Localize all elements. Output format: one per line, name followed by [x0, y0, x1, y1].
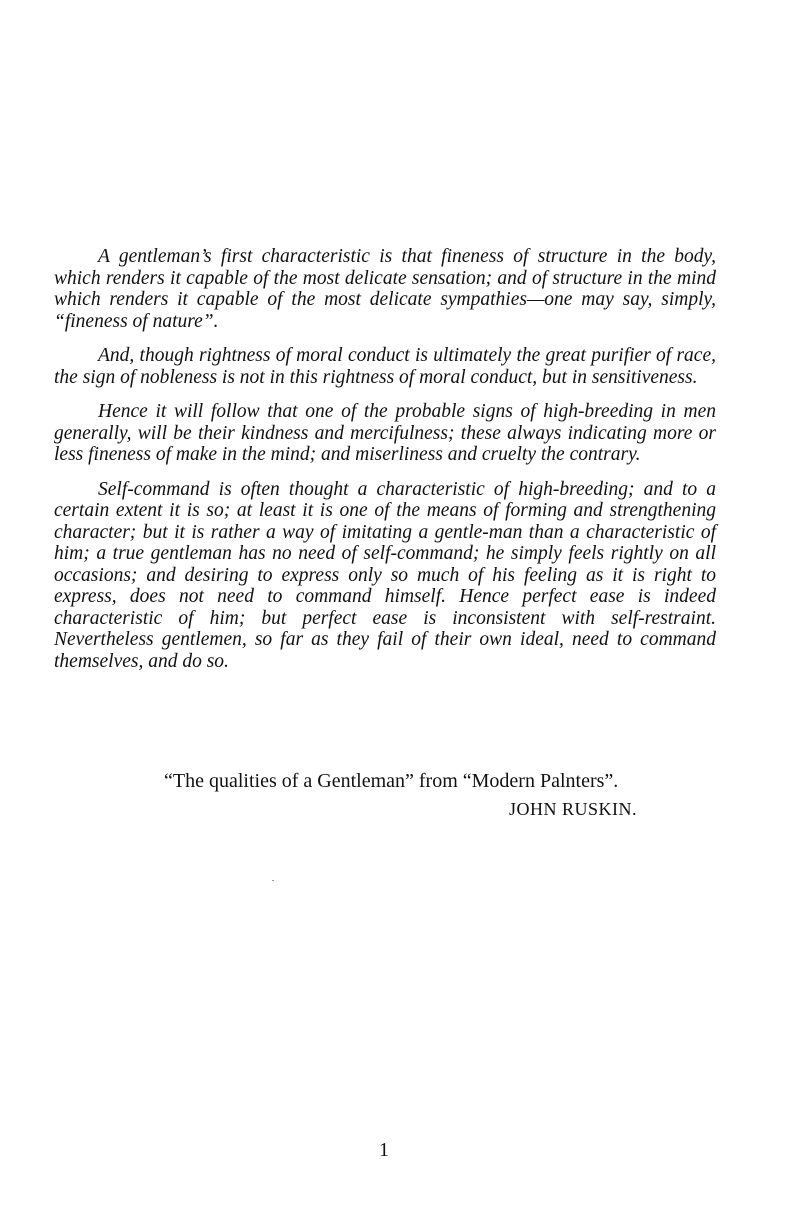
attribution-source: “The qualities of a Gentleman” from “Modern Palnters”. [164, 770, 619, 792]
paper-speck [272, 880, 274, 881]
paragraph-1: A gentleman’s first characteristic is that fineness of structure in the body, which renders it capable of the most delicate sensation; and of structure in the mind which renders it capable of the most delicate sympathies—one may say, simply, “fineness of nature”. [54, 246, 716, 332]
paragraph-3: Hence it will follow that one of the probable signs of high-breeding in men generally, will be their kindness and mercifulness; these always indicating more or less fineness of make in the mind; and miserliness and cruelty the contrary. [54, 401, 716, 465]
attribution [164, 767, 724, 823]
paragraph-2: And, though rightness of moral conduct is ultimately the great purifier of race, the sign of nobleness is not in this rightness of moral conduct, but in sensitiveness. [54, 345, 716, 388]
quotation-text [54, 246, 716, 685]
page-number: 1 [379, 1139, 389, 1161]
paragraph-4: Self-command is often thought a characteristic of high-breeding; and to a certain extent it is so; at least it is one of the means of forming and strengthening character; but it is rather a way of imitating a gentle-man than a characteristic of him; a true gentleman has no need of self-command; he simply feels rightly on all occasions; and desiring to express only so much of his feeling as it is right to express, does not need to command himself. Hence perfect ease is indeed characteristic of him; but perfect ease is inconsistent with self-restraint. Nevertheless gentlemen, so far as they fail of their own ideal, need to command themselves, and do so. [54, 478, 716, 672]
attribution-author: JOHN RUSKIN. [509, 799, 638, 819]
